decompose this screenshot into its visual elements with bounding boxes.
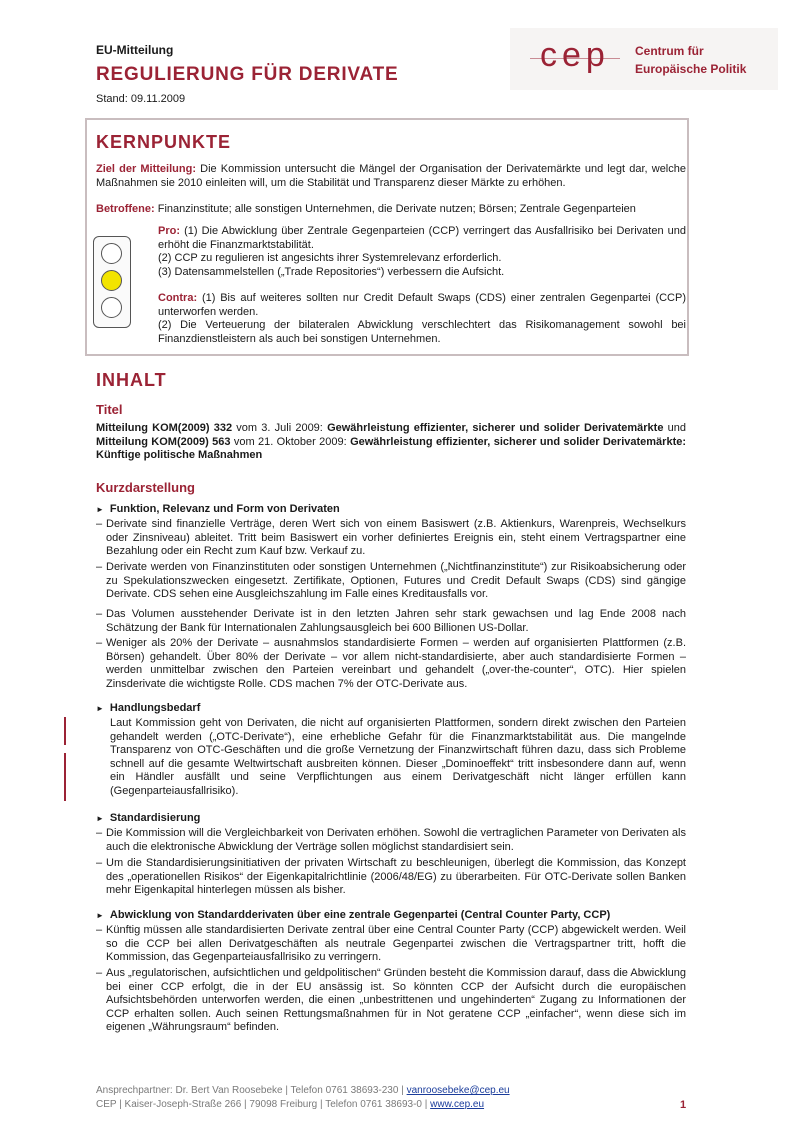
yellow-lamp [101,270,122,291]
kernpunkte-title: KERNPUNKTE [96,132,232,152]
contra-label: Contra: [158,292,198,304]
triangle-bullet-icon: ► [96,505,104,514]
titel-doc1: Mitteilung KOM(2009) 332 [96,422,233,434]
section-heading-standardisierung [96,812,200,824]
list-item-text: Künftig müssen alle standardisierten Derivate zentral über eine Central Counter Party (CCP) abgewickelt werden. Weil so die CCP bei allen Derivatgeschäften als neutrale Gegenpartei zwischen die Vertragspartner tritt, hofft die Kommission, das Gegenparteiausfallrisiko zu verringern. [106,924,686,963]
dash-icon: – [96,827,103,839]
logo-name-line2: Europäische Politik [635,62,747,76]
titel-date1: vom 3. Juli 2009: [232,422,328,434]
logo-abbr: cep [540,36,610,74]
titel-doc2: Mitteilung KOM(2009) 563 [96,435,231,448]
footer-address-text: CEP | Kaiser-Joseph-Straße 266 | 79098 Freiburg | Telefon 0761 38693-0 | [96,1099,431,1110]
titel-name2: Gewährleistung effizienter, sicherer und solider Derivatemärkte: Künftige politische Maßnahmen [96,435,687,461]
email-link[interactable]: vanroosebeke@cep.eu [406,1085,510,1096]
section-title: Standardisierung [109,812,201,824]
pro-point-2: (2) CCP zu regulieren ist angesichts ihrer Systemrelevanz erforderlich. [158,252,502,264]
titel-and: und [663,422,686,434]
pro-paragraph [158,225,686,279]
pro-label: Pro: [158,225,180,237]
section-heading-abwicklung [96,909,610,921]
dash-icon: – [96,967,103,979]
contra-point-2: (2) Die Verteuerung der bilateralen Abwicklung verschlechtert das Risikomanagement sowohl bei Finanzdienstleistern als auch bei sonstigen Unternehmen. [158,319,686,345]
section-heading-handlungsbedarf [96,702,200,714]
cep-logo [510,28,778,90]
inhalt-title: INHALT [96,370,167,390]
betroffene-text: Finanzinstitute; alle sonstigen Unternehmen, die Derivate nutzen; Börsen; Zentrale Gegenparteien [154,203,636,215]
document-title: REGULIERUNG FÜR DERIVATE [96,64,399,85]
list-item [96,518,686,559]
ziel-paragraph [96,163,686,190]
list-item-text: Aus „regulatorischen, aufsichtlichen und geldpolitischen“ Gründen besteht die Kommission darauf, dass die Abwicklung bei einer CCP erfolgt, die in der EU ansässig ist. So könnten CCP der Aufsicht durch die europäischen Aufsichtsbehörden unterworfen werden, die einen „unbestrittenen und ungehinderten“ Zugang zu Informationen der CCP erhalten sollen. Auch seinen Rettungsmaßnahmen für in Not geratene CCP „einfacher“, wenn diese sich im eigenen „Währungsraum“ befinden. [106,967,686,1033]
section-title: Handlungsbedarf [109,702,201,714]
titel-name1: Gewährleistung effizienter, sicherer und solider Derivatemärkte [327,422,664,434]
list-item-text: Um die Standardisierungsinitiativen der privaten Wirtschaft zu beschleunigen, überlegt die Kommission, das Konzept des „operationellen Risikos“ der Eigenkapitalrichtlinie (2006/48/EG) zu überarbeiten. Für OTC-Derivate sollen Banken mehr Eigenkapital hinterlegen müssen als bisher. [106,857,686,896]
footer-contact [96,1085,510,1096]
pro-text: (1) Die Abwicklung über Zentrale Gegenparteien (CCP) verringert das Ausfallrisiko bei Derivaten und erhöht die Finanzmarktstabilität. [158,225,686,251]
list-item-text: Weniger als 20% der Derivate – ausnahmslos standardisierte Formen – werden auf organisierten Plattformen (z.B. Börsen) gehandelt. Über 80% der Derivate – vor allem nicht-standardisierte, aber auch standardisierte Formen – werden unmittelbar zwischen den Parteien vereinbart und gehandelt („over-the-counter“, OTC). Hier spielen Zinsderivate die wichtigste Rolle. CDS machen 7% der OTC-Derivate aus. [106,637,686,690]
section-title: Funktion, Relevanz und Form von Derivaten [109,503,340,515]
titel-date2: vom 21. Oktober 2009: [230,435,351,448]
kurzdarstellung-heading: Kurzdarstellung [96,480,195,495]
list-item-text: Die Kommission will die Vergleichbarkeit von Derivaten erhöhen. Sowohl die vertraglichen Parameter von Derivaten als auch die elektronische Abwicklung der Verträge sollen möglichst standardisiert sein. [106,827,686,853]
handlungsbedarf-paragraph: Laut Kommission geht von Derivaten, die nicht auf organisierten Plattformen, sondern direkt zwischen den Parteien gehandelt werden („OTC-Derivate“), eine erhebliche Gefahr für die Finanzmarktstabilität aus. Die mangelnde Transparenz von OTC-Geschäften und die große Vernetzung der Finanzwirtschaft führen dazu, dass sich Probleme schnell auf die gesamte Weltwirtschaft ausbreiten können. Dieser „Dominoeffekt“ tritt insbesondere dann auf, wenn ein Händler ausfällt und seine Verpflichtungen aus einem Derivatgeschäft nicht länger erfüllen kann (Gegenparteiausfallrisiko). [110,717,686,797]
list-item [96,637,686,691]
logo-name-line1: Centrum für [635,44,704,58]
dash-icon: – [96,561,103,573]
contra-paragraph [158,292,686,346]
dash-icon: – [96,637,103,649]
page-number: 1 [680,1099,687,1111]
footer-address [96,1099,484,1110]
dash-icon: – [96,608,103,620]
betroffene-paragraph [96,203,686,217]
titel-paragraph [96,422,686,463]
list-item [96,857,686,898]
document-date: Stand: 09.11.2009 [96,93,186,105]
change-bar [64,717,66,745]
footer-contact-text: Ansprechpartner: Dr. Bert Van Roosebeke | Telefon 0761 38693-230 | [96,1085,407,1096]
list-item [96,561,686,602]
titel-heading: Titel [96,402,123,417]
list-item [96,608,686,635]
document-type: EU-Mitteilung [96,43,174,57]
pro-point-3: (3) Datensammelstellen („Trade Repositories“) verbessern die Aufsicht. [158,265,505,278]
triangle-bullet-icon: ► [96,814,104,823]
list-item [96,967,686,1035]
section-title: Abwicklung von Standardderivaten über eine zentrale Gegenpartei (Central Counter Party, CCP) [109,909,611,921]
triangle-bullet-icon: ► [96,704,104,713]
red-lamp [101,243,122,264]
list-item-text: Das Volumen ausstehender Derivate ist in den letzten Jahren sehr stark gewachsen und lag Ende 2008 nach Schätzung der Bank für Internationalen Zahlungsausgleich bei 600 Billionen US-Dollar. [106,608,686,634]
dash-icon: – [96,857,103,869]
ziel-text: Die Kommission untersucht die Mängel der Organisation der Derivatemärkte und legt dar, welche Maßnahmen sie 2010 einleiten will, um die Stabilität und Transparenz dieser Märkte zu erhöhen. [96,163,686,189]
betroffene-label: Betroffene: [96,203,155,215]
green-lamp [101,297,122,318]
list-item [96,924,686,965]
ziel-label: Ziel der Mitteilung: [96,163,196,175]
change-bar [64,753,66,801]
website-link[interactable]: www.cep.eu [430,1099,485,1110]
list-item-text: Derivate sind finanzielle Verträge, deren Wert sich von einem Basiswert (z.B. Aktienkurs, Warenpreis, Wechselkurs oder Zinsniveau) ableitet. Tritt beim Basiswert ein vorher definiertes Ereignis ein, steht einem Vertragspartner eine Bezahlung oder ein Recht zum Kauf bzw. Verkauf zu. [106,518,686,557]
contra-text: (1) Bis auf weiteres sollten nur Credit Default Swaps (CDS) einer zentralen Gegenpartei (CCP) unterworfen werden. [158,292,686,318]
traffic-light-icon [93,236,131,328]
list-item [96,827,686,854]
section-heading-funktion [96,503,340,515]
triangle-bullet-icon: ► [96,911,104,920]
list-item-text: Derivate werden von Finanzinstituten oder sonstigen Unternehmen („Nichtfinanzinstitute“) zur Risikoabsicherung oder zu Spekulationszwecken eingesetzt. Zertifikate, Optionen, Futures und Credit Default Swaps (CDS) sind gängige Derivate. CDS sehen eine Ausgleichszahlung im Falle eines Kreditausfalls vor. [106,561,686,600]
dash-icon: – [96,924,103,936]
dash-icon: – [96,518,103,530]
